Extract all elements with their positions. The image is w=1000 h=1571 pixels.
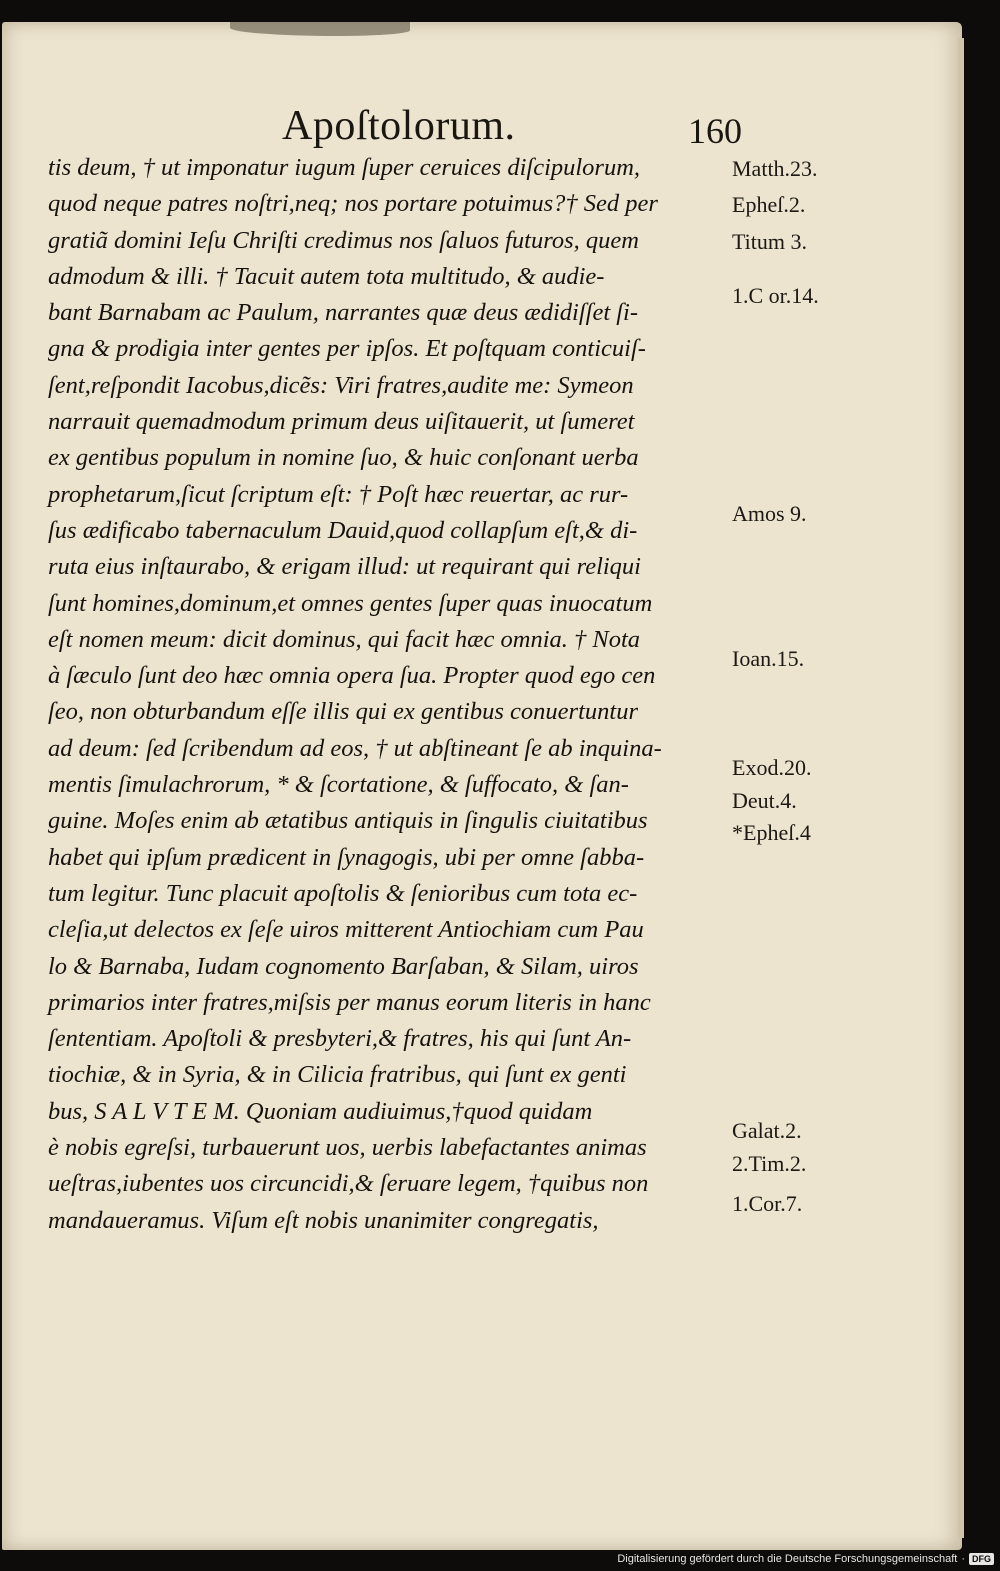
running-head: Apoſtolorum. xyxy=(282,103,516,149)
text-line: è nobis egreſsi, turbauerunt uos, uerbis labefactantes animas xyxy=(48,1134,647,1162)
marginal-note: Ioan.15. xyxy=(732,646,805,672)
text-line: ſunt homines,dominum,et omnes gentes ſuper quas inuocatum xyxy=(48,589,653,617)
text-line: à ſæculo ſunt deo hæc omnia opera ſua. Propter quod ego cen xyxy=(48,662,656,690)
text-line: ſent,reſpondit Iacobus,dicẽs: Viri fratres,audite me: Symeon xyxy=(48,371,634,399)
marginal-note: Exod.20. xyxy=(732,754,812,780)
marginal-note: Amos 9. xyxy=(732,500,807,526)
text-line: ex gentibus populum in nomine ſuo, & huic conſonant uerba xyxy=(48,444,639,472)
text-line: ueſtras,iubentes uos circuncidi,& ſeruare legem, †quibus non xyxy=(48,1170,649,1198)
marginal-note: Titum 3. xyxy=(732,228,808,254)
credit-text: Digitalisierung gefördert durch die Deutsche Forschungsgemeinschaft xyxy=(617,1553,958,1565)
page-number: 160 xyxy=(688,111,742,151)
marginal-note: Deut.4. xyxy=(732,787,797,813)
marginal-note: Matth.23. xyxy=(732,156,818,181)
marginal-note: Galat.2. xyxy=(732,1117,802,1143)
text-line: bus, S A L V T E M. Quoniam audiuimus,†quod quidam xyxy=(48,1097,593,1125)
text-line: ad deum: ſed ſcribendum ad eos, † ut abſtineant ſe ab inquina- xyxy=(48,734,662,762)
text-line: guine. Moſes enim ab ætatibus antiquis in ſingulis ciuitatibus xyxy=(48,807,648,835)
text-line: primarios inter fratres,miſsis per manus eorum literis in hanc xyxy=(48,988,651,1016)
text-line: bant Barnabam ac Paulum, narrantes quæ deus ædidiſſet ſi- xyxy=(48,299,639,327)
text-line: mentis ſimulachrorum, * & ſcortatione, & ſuffocato, & ſan- xyxy=(48,771,629,799)
marginal-note: 1.Cor.7. xyxy=(732,1190,803,1216)
text-line: ſeo, non obturbandum eſſe illis qui ex gentibus conuertuntur xyxy=(48,698,638,726)
marginal-note: 1.C or.14. xyxy=(732,283,819,309)
marginal-note: 2.Tim.2. xyxy=(732,1150,807,1176)
text-line: tiochiæ, & in Syria, & in Cilicia fratribus, qui ſunt ex genti xyxy=(48,1061,627,1089)
main-text-block xyxy=(48,150,738,1239)
text-line: habet qui ipſum prædicent in ſynagogis, ubi per omne ſabba- xyxy=(48,843,645,871)
text-line: gratiã domini Ieſu Chriſti credimus nos ſaluos futuros, quem xyxy=(48,226,639,254)
text-line: mandaueramus. Viſum eſt nobis unanimiter congregatis, xyxy=(48,1206,599,1234)
text-line: tum legitur. Tunc placuit apoſtolis & ſenioribus cum tota ec- xyxy=(48,879,638,907)
digitization-credit: Digitalisierung gefördert durch die Deutsche Forschungsgemeinschaft · DFG xyxy=(617,1553,994,1565)
text-line: narrauit quemadmodum primum deus uiſitauerit, ut ſumeret xyxy=(48,408,635,436)
text-line: gna & prodigia inter gentes per ipſos. Et poſtquam conticuiſ- xyxy=(48,335,646,363)
marginal-note: Epheſ.2. xyxy=(732,192,806,218)
text-line: prophetarum,ſicut ſcriptum eſt: † Poſt hæc reuertar, ac rur- xyxy=(48,480,629,508)
marginal-note: *Epheſ.4 xyxy=(732,820,811,846)
text-line: quod neque patres noſtri,neq; nos portare potuimus?† Sed per xyxy=(48,190,658,218)
text-line: tis deum, † ut imponatur iugum ſuper ceruices diſcipulorum, xyxy=(48,154,641,181)
dfg-logo: DFG xyxy=(969,1553,994,1565)
text-line: ſus ædificabo tabernaculum Dauid,quod collapſum eſt,& di- xyxy=(48,516,638,544)
text-line: admodum & illi. † Tacuit autem tota multitudo, & audie- xyxy=(48,262,605,290)
text-line: ruta eius inſtaurabo, & erigam illud: ut requirant qui reliqui xyxy=(48,553,641,581)
text-line: cleſia,ut delectos ex ſeſe uiros mitterent Antiochiam cum Pau xyxy=(48,916,644,944)
page-edge xyxy=(958,38,964,1538)
text-line: ſententiam. Apoſtoli & presbyteri,& fratres, his qui ſunt An- xyxy=(48,1025,632,1053)
text-line: lo & Barnaba, Iudam cognomento Barſaban, & Silam, uiros xyxy=(48,952,639,980)
text-line: eſt nomen meum: dicit dominus, qui facit hæc omnia. † Nota xyxy=(48,625,641,653)
